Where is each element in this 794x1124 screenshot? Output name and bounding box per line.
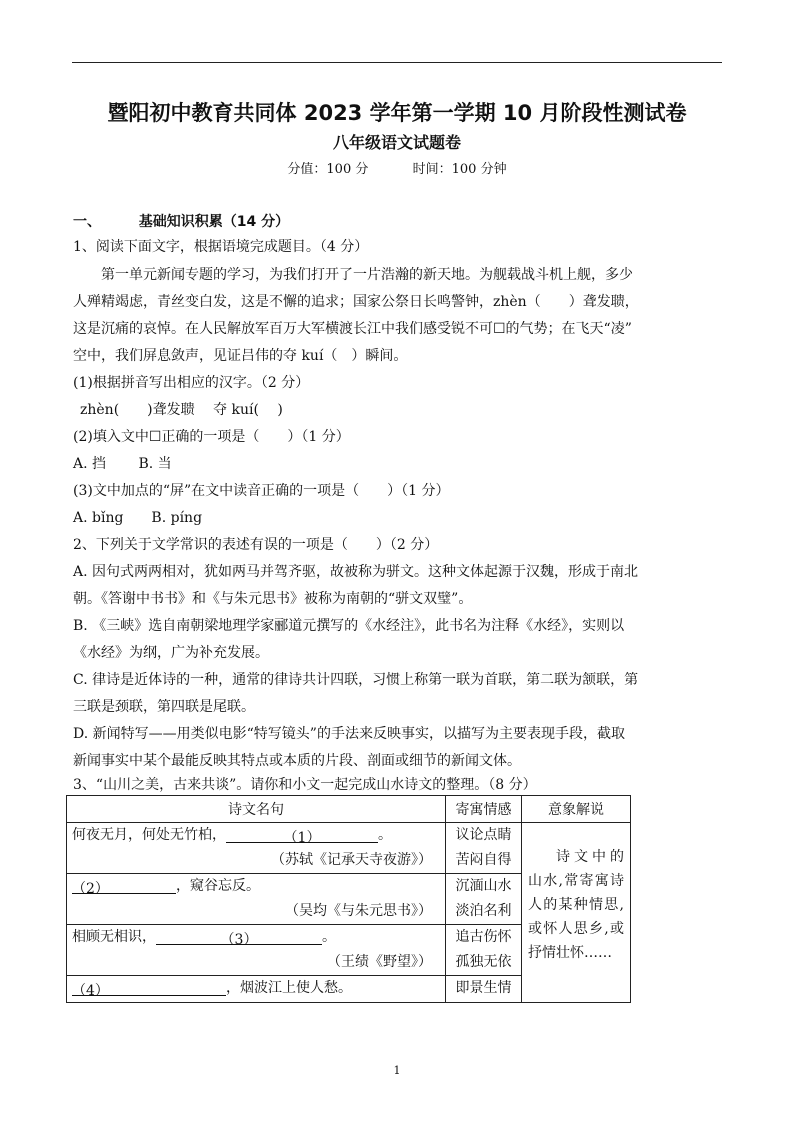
header-emotion: 寄寓情感: [446, 796, 522, 823]
q1-sub1: (1)根据拼音写出相应的汉字。（2 分）: [73, 375, 310, 391]
q1-sub2: (2)填入文中☐正确的一项是（ ）（1 分）: [73, 429, 350, 445]
q2-option-line[interactable]: D. 新闻特写——用类似电影“特写镜头”的手法来反映事实，以描写为主要表现手段，截取: [73, 726, 625, 742]
answer-blank-3[interactable]: （3）: [156, 928, 322, 945]
q1-passage-line: 这是沉痛的哀悼。在人民解放军百万大军横渡长江中我们感受锐不可☐的气势；在飞天“凌”: [73, 321, 632, 337]
section-heading: [73, 211, 289, 231]
header-verse: 诗文名句: [67, 796, 446, 823]
score-info: 分值：100 分: [287, 162, 369, 177]
answer-blank-1[interactable]: （1）: [226, 826, 378, 843]
answer-blank-2[interactable]: （2）: [72, 877, 176, 894]
emotion-cell: 议论点睛 苦闷自得: [446, 823, 522, 874]
q2-option-line[interactable]: C. 律诗是近体诗的一种，通常的律诗共计四联，习惯上称第一联为首联，第二联为颔联，第: [73, 672, 639, 688]
q1-passage-line: 空中，我们屏息敛声，见证吕伟的夺 kuí（ ）瞬间。: [73, 348, 408, 364]
section-title: 基础知识积累（14 分）: [138, 214, 290, 230]
q1-passage-line: 第一单元新闻专题的学习，为我们打开了一片浩瀚的新天地。为舰载战斗机上舰，多少: [101, 267, 633, 283]
time-info: 时间：100 分钟: [412, 162, 507, 177]
verse-cell: （2） ，窥谷忘反。 （吴均《与朱元思书》）: [67, 874, 446, 925]
verse-source: （王绩《野望》）: [327, 954, 432, 970]
q2-option-line: 三联是颈联，第四联是尾联。: [73, 699, 255, 715]
q1-sub2-options[interactable]: A. 挡 B. 当: [73, 456, 172, 472]
meaning-cell: 诗文中的山水,常寄寓诗人的某种情思,或怀人思乡,或抒情壮怀……: [522, 823, 631, 1003]
exam-subtitle: 八年级语文试题卷: [332, 133, 461, 152]
table-header-row: [67, 796, 631, 823]
exam-info: [0, 158, 794, 177]
emotion-cell: 沉湎山水 淡泊名利: [446, 874, 522, 925]
q2-option-line: 新闻事实中某个最能反映其特点或本质的片段、剖面或细节的新闻文体。: [73, 753, 521, 769]
table-row: [67, 823, 631, 874]
poetry-table: [66, 795, 631, 1003]
verse-cell: 何夜无月，何处无竹柏， （1） 。 （苏轼《记承天寺夜游》）: [67, 823, 446, 874]
q2-option-line[interactable]: A. 因句式两两相对，犹如两马并驾齐驱，故被称为骈文。这种文体起源于汉魏，形成于南北: [73, 564, 639, 580]
verse-source: （吴均《与朱元思书》）: [285, 903, 432, 919]
header-meaning: 意象解说: [522, 796, 631, 823]
q1-sub3: (3)文中加点的“屏”在文中读音正确的一项是（ ）（1 分）: [73, 483, 450, 499]
top-rule: [72, 62, 722, 63]
exam-title: 暨阳初中教育共同体 2023 学年第一学期 10 月阶段性测试卷: [107, 101, 687, 125]
emotion-cell: 追古伤怀 孤独无依: [446, 925, 522, 976]
q1-stem: 1、阅读下面文字，根据语境完成题目。（4 分）: [73, 239, 369, 255]
q3-stem: 3、“山川之美，古来共谈”。请你和小文一起完成山水诗文的整理。（8 分）: [73, 777, 537, 793]
page-number: 1: [393, 1064, 401, 1077]
verse-cell: （4） ，烟波江上使人愁。: [67, 976, 446, 1003]
answer-blank-4[interactable]: （4）: [72, 979, 226, 996]
q1-sub1-answer[interactable]: zhèn( )聋发聩 夺 kuí( ): [80, 402, 283, 418]
q2-stem: 2、下列关于文学常识的表述有误的一项是（ ）（2 分）: [73, 537, 439, 553]
verse-cell: 相顾无相识， （3） 。 （王绩《野望》）: [67, 925, 446, 976]
verse-source: （苏轼《记承天寺夜游》）: [271, 852, 432, 868]
q2-option-line: 《水经》为纲，广为补充发展。: [73, 645, 269, 661]
q1-sub3-options[interactable]: A. bǐng B. píng: [73, 510, 203, 526]
q1-passage-line: 人殚精竭虑，青丝变白发，这是不懈的追求；国家公祭日长鸣警钟，zhèn（ ）聋发聩，: [73, 294, 639, 310]
section-number: 一、: [73, 214, 101, 230]
q2-option-line: 朝。《答谢中书书》和《与朱元思书》被称为南朝的“骈文双璧”。: [73, 591, 473, 607]
q2-option-line[interactable]: B. 《三峡》选自南朝梁地理学家郦道元撰写的《水经注》，此书名为注释《水经》，实则以: [73, 618, 625, 634]
emotion-cell: 即景生情: [446, 976, 522, 1003]
